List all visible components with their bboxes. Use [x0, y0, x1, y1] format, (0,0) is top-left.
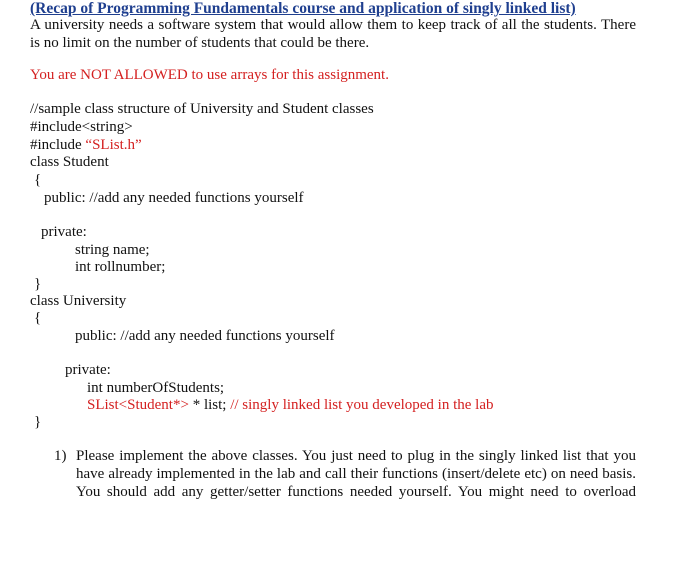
intro-line-2: is no limit on the number of students that could be there. — [30, 35, 370, 51]
list-comment: // singly linked list you developed in the lab — [230, 397, 494, 413]
university-open-brace: { — [34, 310, 42, 326]
slist-type: SList<Student*> — [87, 397, 189, 413]
include-file-name: “SList.h” — [85, 137, 142, 153]
university-field-count: int numberOfStudents; — [87, 380, 225, 396]
arrays-restriction-notice: You are NOT ALLOWED to use arrays for this assignment. — [30, 67, 389, 83]
student-field-name: string name; — [75, 242, 150, 258]
include-directive: #include — [30, 137, 86, 153]
task-line-2: have already implemented in the lab and call their functions (insert/delete etc) on need basis. — [76, 466, 636, 482]
student-field-rollnumber: int rollnumber; — [75, 259, 166, 275]
university-public-section: public: //add any needed functions yourself — [75, 328, 335, 344]
student-public-section: public: //add any needed functions yourself — [44, 190, 304, 206]
code-comment: //sample class structure of University and Student classes — [30, 101, 374, 117]
task-line-3: You should add any getter/setter functions needed yourself. You might need to overload — [76, 484, 636, 500]
assignment-heading: (Recap of Programming Fundamentals course and application of singly linked list) — [30, 0, 576, 17]
student-class-declaration: class Student — [30, 154, 109, 170]
student-open-brace: { — [34, 172, 42, 188]
student-private-label: private: — [41, 224, 87, 240]
task-number: 1) — [54, 448, 67, 464]
university-class-declaration: class University — [30, 293, 127, 309]
intro-line-1: A university needs a software system that would allow them to keep track of all the students. There — [30, 17, 636, 33]
task-line-1: Please implement the above classes. You just need to plug in the singly linked list that you — [76, 448, 636, 464]
list-declarator: * list; — [188, 397, 231, 413]
include-string: #include<string> — [30, 119, 133, 135]
university-close-brace: } — [34, 414, 42, 430]
university-private-label: private: — [65, 362, 111, 378]
include-slist — [30, 137, 142, 154]
student-close-brace: } — [34, 276, 42, 292]
university-field-list — [87, 397, 494, 414]
